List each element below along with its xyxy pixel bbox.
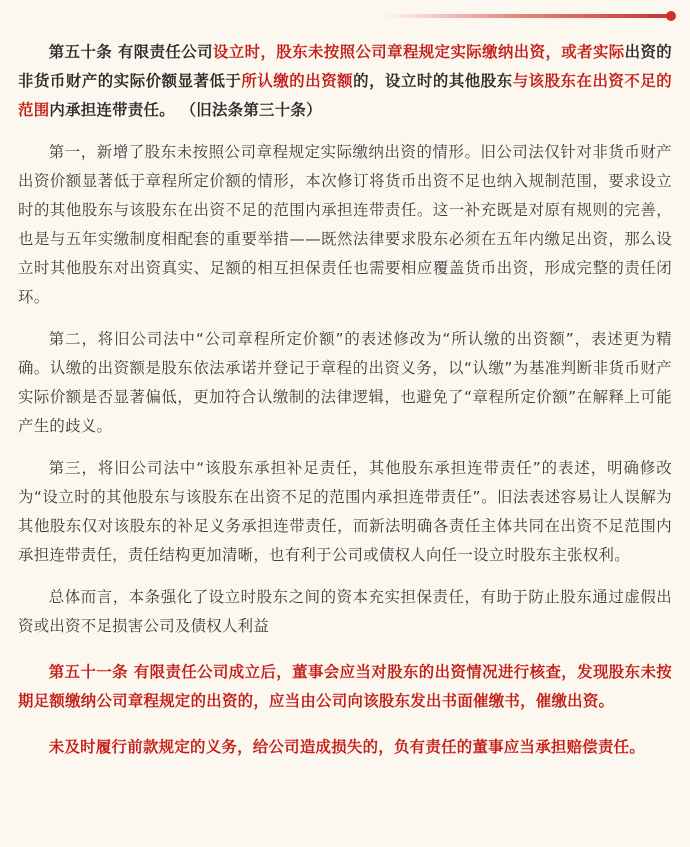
article-50-part-5: 的，设立时的其他股东: [353, 72, 513, 90]
article-50-highlight-1: 设立时，股东未按照公司章程规定实际缴纳出资，或者实际: [212, 43, 625, 61]
commentary-paragraph-2: 第二，将旧公司法中“公司章程所定价额”的表述修改为“所认缴的出资额”，表述更为精确。认缴的出资额是股东依法承诺并登记于章程的出资义务，以“认缴”为基准判断非货币财产实际价额是否显著偏低，更加符合认缴制的法律逻辑，也避免了“章程所定价额”在解释上可能产生的歧义。: [18, 330, 672, 435]
article-50-highlight-3: 与该股东在出资不足的范围: [18, 72, 672, 119]
commentary-paragraph-3: 第三，将旧公司法中“该股东承担补足责任，其他股东承担连带责任”的表述，明确修改为“设立时的其他股东与该股东在出资不足的范围内承担连带责任”。旧法表述容易让人误解为其他股东仅对该股东的补足义务承担连带责任，而新法明确各责任主体共同在出资不足范围内承担连带责任，责任结构更加清晰，也有利于公司或债权人向任一设立时股东主张权利。: [18, 459, 672, 564]
commentary-paragraph-1: 第一，新增了股东未按照公司章程规定实际缴纳出资的情形。旧公司法仅针对非货币财产出资价额显著低于章程所定价额的情形，本次修订将货币出资不足也纳入规制范围，要求设立时的其他股东与该股东在出资不足的范围内承担连带责任。这一补充既是对原有规则的完善，也是与五年实缴制度相配套的重要举措——既然法律要求股东必须在五年内缴足出资，那么设立时其他股东对出资真实、足额的相互担保责任也需要相应覆盖货币出资，形成完整的责任闭环。: [18, 143, 672, 306]
article-body: [18, 38, 672, 762]
article-50-part-3: 出资的非货币财产的实际价额显著低于: [18, 43, 672, 90]
article-51-paragraph-2: 未及时履行前款规定的义务，给公司造成损失的，负有责任的董事应当承担赔偿责任。: [48, 738, 646, 756]
article-50-heading: 第五十条 有限责任公司: [48, 43, 213, 61]
article-50-text: [18, 38, 672, 125]
commentary-summary: 总体而言，本条强化了设立时股东之间的资本充实担保责任，有助于防止股东通过虚假出资或出资不足损害公司及债权人利益: [18, 588, 672, 635]
article-51-text: 第五十一条 有限责任公司成立后，董事会应当对股东的出资情况进行核查，发现股东未按期足额缴纳公司章程规定的出资的，应当由公司向该股东发出书面催缴书，催缴出资。: [18, 663, 672, 710]
article-50-part-7: 内承担连带责任。 （旧法条第三十条）: [49, 101, 322, 119]
accent-dot: [666, 11, 676, 21]
top-accent-line: [382, 14, 672, 18]
article-50-highlight-2: 所认缴的出资额: [241, 72, 354, 90]
